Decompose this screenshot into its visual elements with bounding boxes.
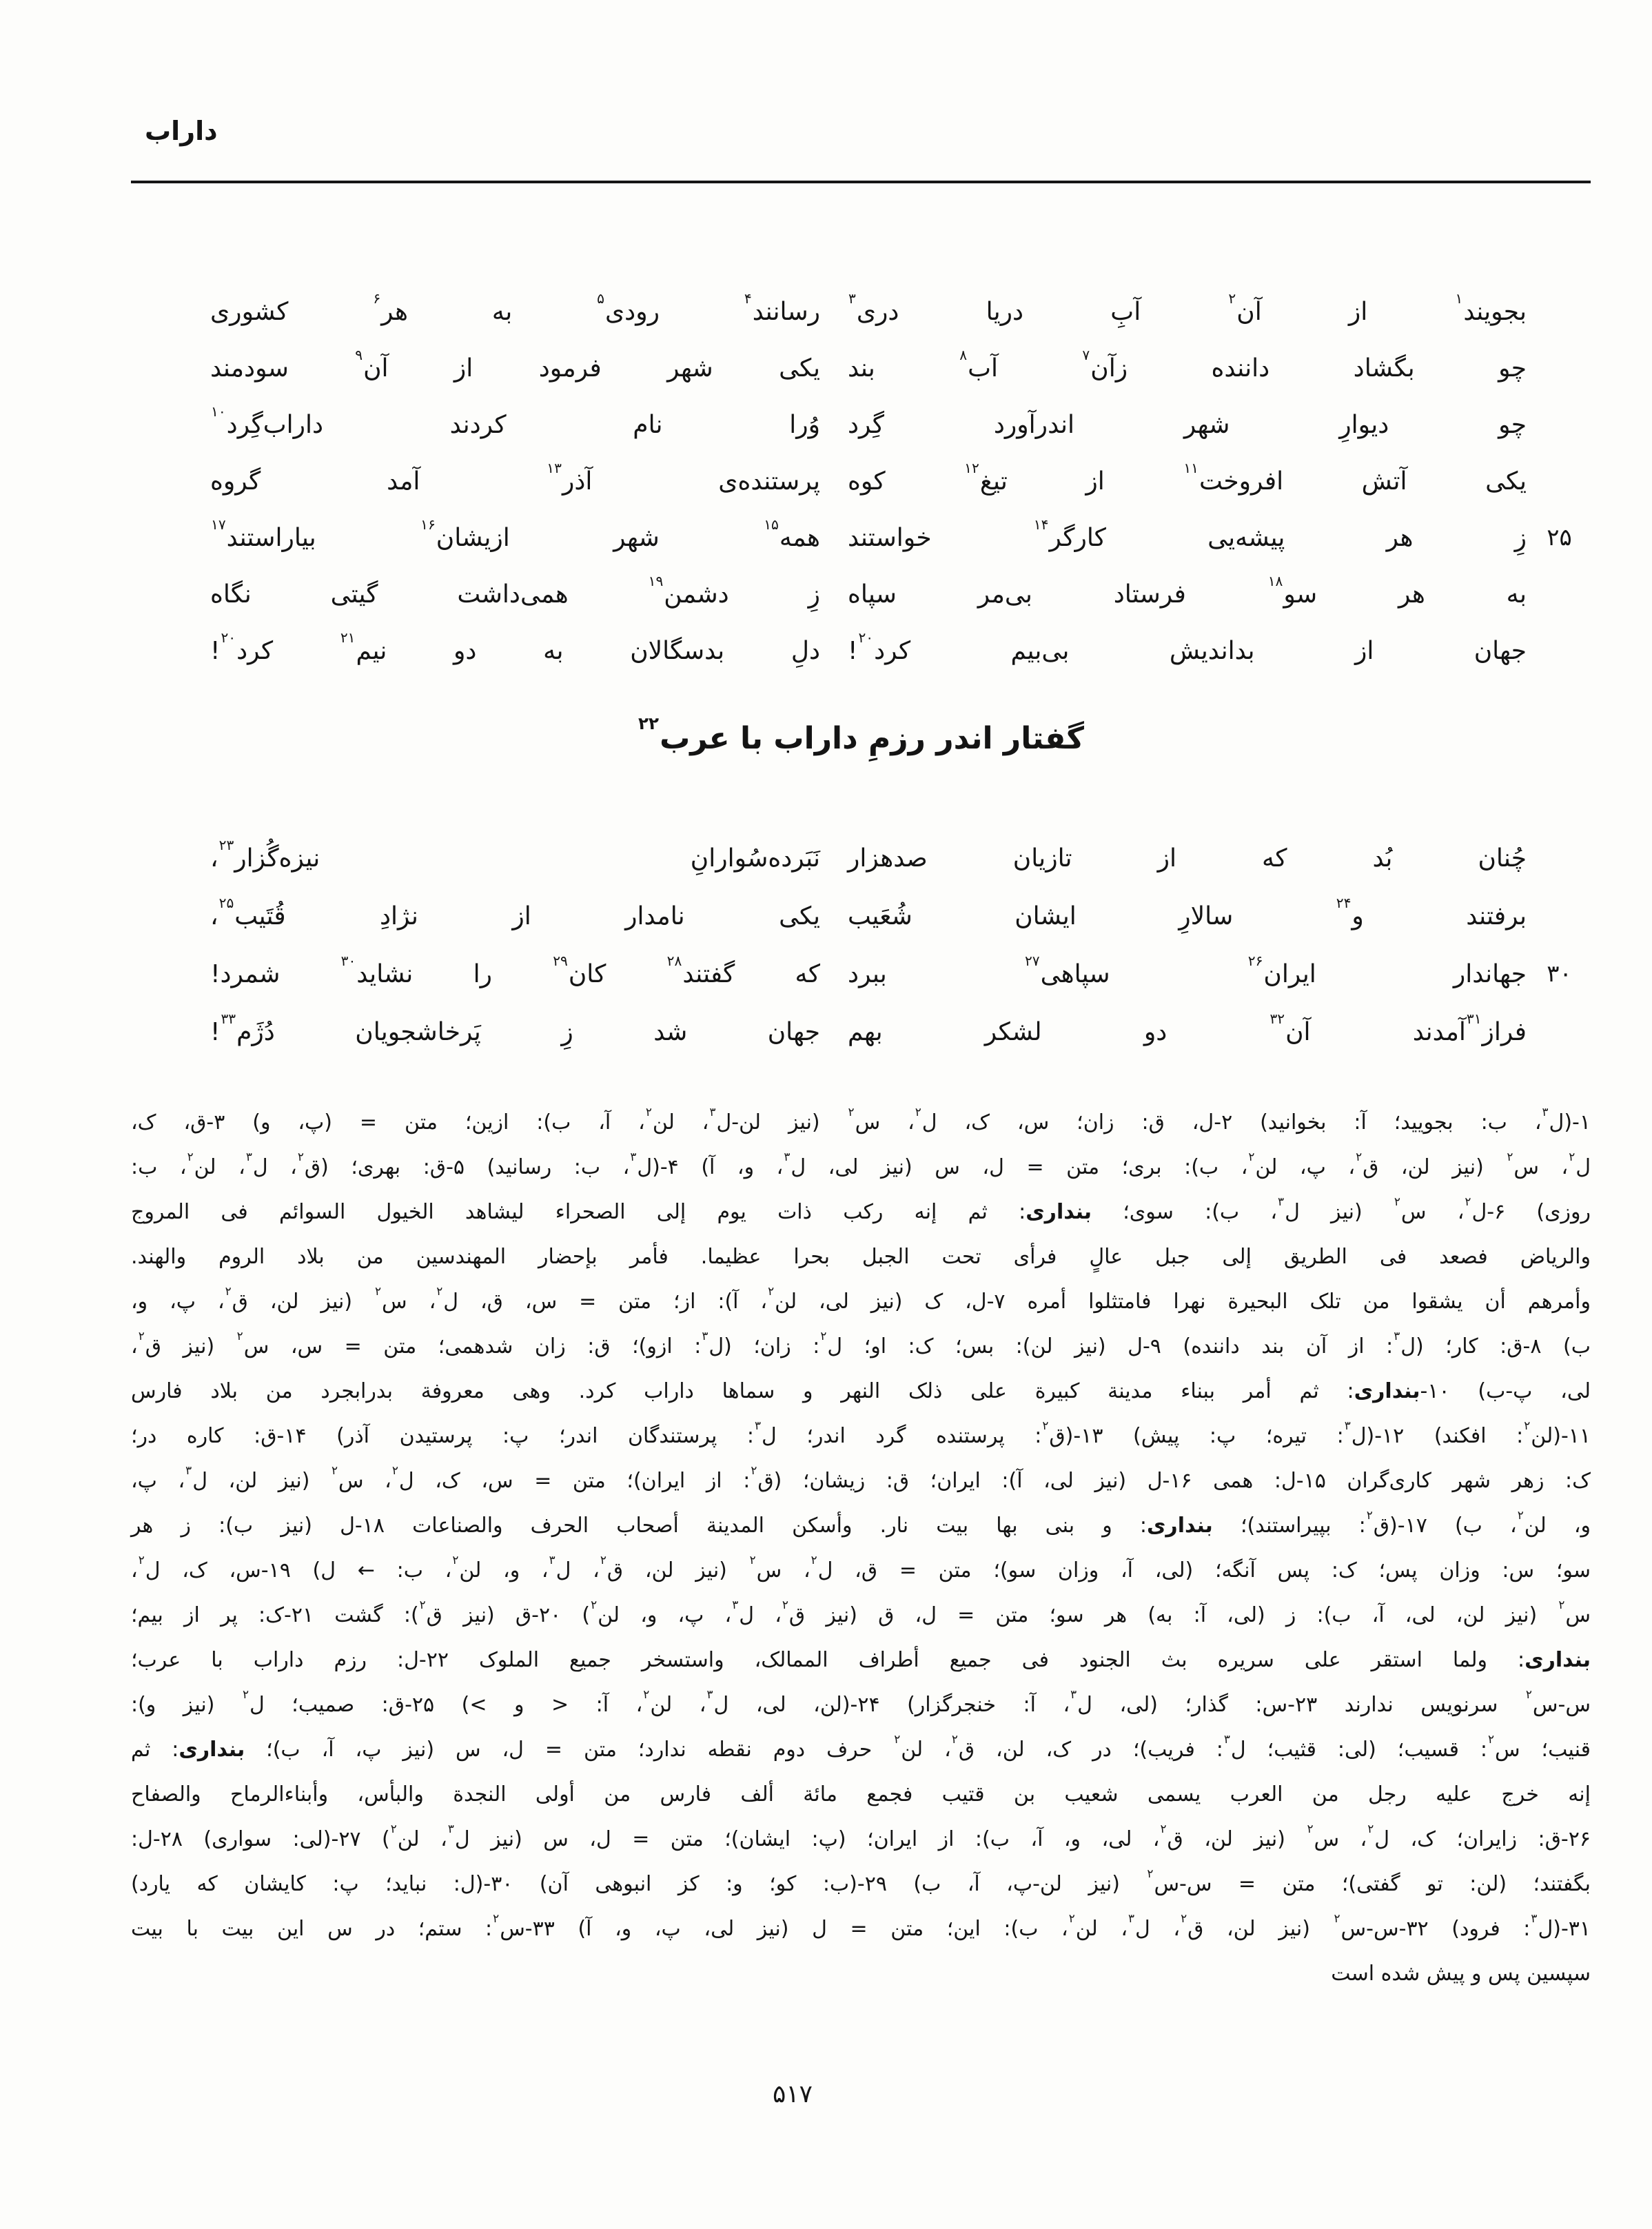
verse-row [210, 622, 1592, 679]
poem-block-1 [210, 283, 1592, 679]
verse-row [210, 340, 1592, 396]
hemistich-left: یکی شهر فرمود از آن$^۹$ سودمند [210, 347, 820, 383]
verse-row [210, 396, 1592, 453]
footnote-line: سپسین پس و پیش شده است [1331, 1962, 1591, 1986]
footnote-line: ک: زهر شهر کاری‌گران ۱۵-ل: همی ۱۶-ل (نیز لی، آ): ایران؛ ق: زیشان؛ (ق$^۲$: از ایران)؛ متن = س، ک، ل$^۲$، س$^۲$ (نیز لن، ل$^۳$، پ، [131, 1463, 1591, 1493]
hemistich-right: یکی آتش افروخت$^{۱۱}$ از تیغ$^{۱۲}$ کوه [848, 460, 1527, 496]
footnote-line: و، لن$^۲$، ب) ۱۷-(ق$^۲$: بپیراستند)؛ بنداری: و بنی بها بیت نار. وأسکن المدینة أصحاب الحرف والصناعات ۱۸-ل (نیز ب): ز هر [131, 1507, 1591, 1538]
poem-block-2 [210, 829, 1592, 1061]
footnote-line: ب) ۸-ق: کار؛ (ل$^۳$: از آن بند داننده) ۹-ل (نیز لن): بس؛ ک: او؛ ل$^۲$: زان؛ (ل$^۳$: ازو)؛ ق: زان شدهمی؛ متن = س، س$^۲$ (نیز ق$^۲$، [131, 1328, 1591, 1358]
footnote-line: ۱-(ل$^۳$، ب: بجویید؛ آ: بخوانید) ۲-ل، ق: زان؛ س، ک، ل$^۲$، س$^۲$ (نیز لن-ل$^۳$، لن$^۲$، آ، ب): ازین؛ متن = (پ، و) ۳-ق، ک، [131, 1104, 1591, 1134]
hemistich-left: وُرا نام کردند داراب‌گِرد$^{۱۰}$ [211, 403, 820, 439]
verse-row [210, 566, 1592, 622]
apparatus-footnotes [131, 1100, 1591, 1996]
footnote-line: ۲۶-ق: زایران؛ ک، ل$^۲$، س$^۲$ (نیز لن، ق$^۲$، لی، و، آ، ب): از ایران؛ (پ: ایشان)؛ متن = ل، س (نیز ل$^۳$، لن$^۲$) ۲۷-(لی: سواری) ۲۸-ل: [131, 1821, 1591, 1851]
verse-number: ۲۵ [1547, 524, 1572, 551]
footnote-line: روزی) ۶-ل$^۲$، س$^۲$ (نیز ل$^۳$، ب): سوی؛ بنداری: ثم إنه رکب ذات یوم إلی الصحراء لیشاهد الخیول السوائم فی المروج [131, 1194, 1591, 1224]
hemistich-right: چو دیوارِ شهر اندرآورد گِرد [848, 410, 1527, 439]
section-heading: گفتار اندر رزمِ داراب با عرب$^{۲۲}$ [638, 713, 1084, 756]
page-number: ۵۱۷ [772, 2080, 813, 2108]
running-head-title: داراب [145, 116, 218, 146]
footnote-line: ل$^۲$، س$^۲$ (نیز لن، ق$^۲$، پ، لن$^۲$، ب): بری؛ متن = ل، س (نیز لی، ل$^۳$، و، آ) ۴-(ل$^۳$، ب: رسانید) ۵-ق: بهری؛ (ق$^۲$، ل$^۳$، لن$^۲$، ب: [131, 1149, 1591, 1179]
verse-row [210, 945, 1592, 1003]
verse-row [210, 453, 1592, 509]
hemistich-left: پرستنده‌ی آذر$^{۱۳}$ آمد گروه [210, 460, 820, 496]
hemistich-right: به هر سو$^{۱۸}$ فرستاد بی‌مر سپاه [848, 573, 1527, 609]
hemistich-right: فراز$^{۳۱}$آمدند آن$^{۳۲}$ دو لشکر بهم [848, 1010, 1527, 1046]
footnote-line: بنداری: ولما استقر علی سریره بث الجنود فی جمیع أطراف الممالک، واستسخر جمیع الملوک ۲۲-ل: رزم داراب با عرب؛ [131, 1648, 1591, 1672]
verse-number: ۳۰ [1547, 960, 1572, 988]
footnote-line: ۱۱-(لن$^۲$: افکند) ۱۲-(ل$^۳$: تیره؛ پ: پیش) ۱۳-(ق$^۲$: پرستنده گرد اندر؛ ل$^۳$: پرستندگان اندر؛ پ: پرستیدن آذر) ۱۴-ق: کاره در؛ [131, 1418, 1591, 1448]
footnote-line: سو؛ س: وزان پس؛ ک: پس آنگه؛ (لی، آ، وزان سو)؛ متن = ق، ل$^۲$، س$^۲$ (نیز لن، ق$^۲$، ل$^۳$، و، لن$^۲$، ب: ← ل) ۱۹-س، ک، ل$^۲$، [131, 1552, 1591, 1582]
verse-row [210, 509, 1592, 566]
footnote-line: ۳۱-(ل$^۳$: فرود) ۳۲-س-س$^۲$ (نیز لن، ق$^۲$، ل$^۳$، لن$^۲$، ب): این؛ متن = ل (نیز لی، پ، و، آ) ۳۳-س$^۲$: ستم؛ در س این بیت با بیت [131, 1911, 1591, 1941]
hemistich-right: جهاندار ایران$^{۲۶}$ سپاهی$^{۲۷}$ ببرد [848, 953, 1527, 988]
hemistich-left: یکی نامدار از نژادِ قُتَیب$^{۲۵}$، [210, 895, 820, 930]
footnote-line: لی، پ-ب) ۱۰-بنداری: ثم أمر ببناء مدینة کبیرة علی ذلک النهر و سماها داراب کرد. وهی معروفة بدرابجرد من بلاد فارس [131, 1379, 1591, 1403]
hemistich-right: بجویند$^۱$ از آن$^۲$ آبِ دریا دری$^۳$ [848, 290, 1527, 326]
hemistich-left: جهان شد زِ پَرخاشجویان دُژَم$^{۳۳}$! [210, 1010, 820, 1046]
header-rule [131, 181, 1591, 183]
verse-row [210, 829, 1592, 887]
verse-row [210, 283, 1592, 340]
footnote-line: قنیب؛ س$^۲$: قسیب؛ (لی: قثیب؛ ل$^۳$: فریب)؛ در ک، لن، ق$^۲$، لن$^۲$ حرف دوم نقطه ندارد؛ متن = ل، س (نیز پ، آ، ب)؛ بنداری: ثم [131, 1731, 1591, 1762]
hemistich-left: نَبَرده‌سُوارانِ نیزه‌گُزار$^{۲۳}$، [210, 837, 820, 873]
footnote-line: س-س$^۲$ سرنویس ندارند ۲۳-س: گذار؛ (لی، ل$^۳$، آ: خنجرگزار) ۲۴-(لن، لی، ل$^۳$، لن$^۲$، آ: < و >) ۲۵-ق: صمیب؛ ل$^۲$ (نیز و): [131, 1687, 1591, 1717]
footnote-line: والریاض فصعد فی الطریق إلی جبل عالٍ فرأی تحت الجبل بحرا عظیما. فأمر بإحضار المهندسین من بلاد الروم والهند. [131, 1245, 1591, 1269]
hemistich-left: زِ دشمن$^{۱۹}$ همی‌داشت گیتی نگاه [210, 573, 820, 609]
verse-row [210, 887, 1592, 945]
hemistich-left: همه$^{۱۵}$ شهر ازیشان$^{۱۶}$ بیاراستند$^{۱۷}$ [211, 516, 820, 552]
hemistich-left: دلِ بدسگالان به دو نیم$^{۲۱}$ کرد$^{۲۰}$! [210, 629, 820, 665]
hemistich-right: چو بگشاد داننده زآن$^۷$ آب$^۸$ بند [848, 347, 1527, 383]
hemistich-left: رسانند$^۴$ رودی$^۵$ به هر$^۶$ کشوری [210, 290, 820, 326]
footnote-line: وأمرهم أن یشقوا من تلک البحیرة نهرا فامتثلوا أمره ۷-ل، ک (نیز لی، لن$^۲$، آ): از؛ متن = س، ق، ل$^۲$، س$^۲$ (نیز لن، ق$^۲$، پ، و، [131, 1283, 1591, 1314]
hemistich-right: زِ هر پیشه‌یی کارگر$^{۱۴}$ خواستند [848, 516, 1527, 552]
hemistich-right: چُنان بُد که از تازیان صدهزار [848, 844, 1527, 873]
hemistich-right: جهان از بداندیش بی‌بیم کرد$^{۲۰}$! [848, 629, 1527, 665]
footnote-line: بگفتند؛ (لن: تو گفتی)؛ متن = س-س$^۲$ (نیز لن-پ، آ، ب) ۲۹-(ب: کو؛ و: کز انبوهی آن) ۳۰-(ل: نباید؛ پ: کایشان که یارد) [131, 1866, 1591, 1896]
hemistich-left: که گفتند$^{۲۸}$ کان$^{۲۹}$ را نشاید$^{۳۰}$ شمرد! [210, 953, 820, 988]
footnote-line: س$^۲$ (نیز لن، لی، آ، ب): ز (لی، آ: به) هر سو؛ متن = ل، ق (نیز ق$^۲$، ل$^۳$، پ، و، لن$^۲$) ۲۰-ق (نیز ق$^۲$): گشت ۲۱-ک: پر از بیم؛ [131, 1597, 1591, 1627]
verse-row [210, 1003, 1592, 1061]
footnote-line: إنه خرج علیه رجل من العرب یسمی شعیب بن قتیب فجمع مائة ألف فارس من أولی النجدة والبأس، وأبناءالرماح والصفاح [131, 1782, 1591, 1806]
hemistich-right: برفتند و$^{۲۴}$ سالارِ ایشان شُعَیب [848, 895, 1527, 930]
